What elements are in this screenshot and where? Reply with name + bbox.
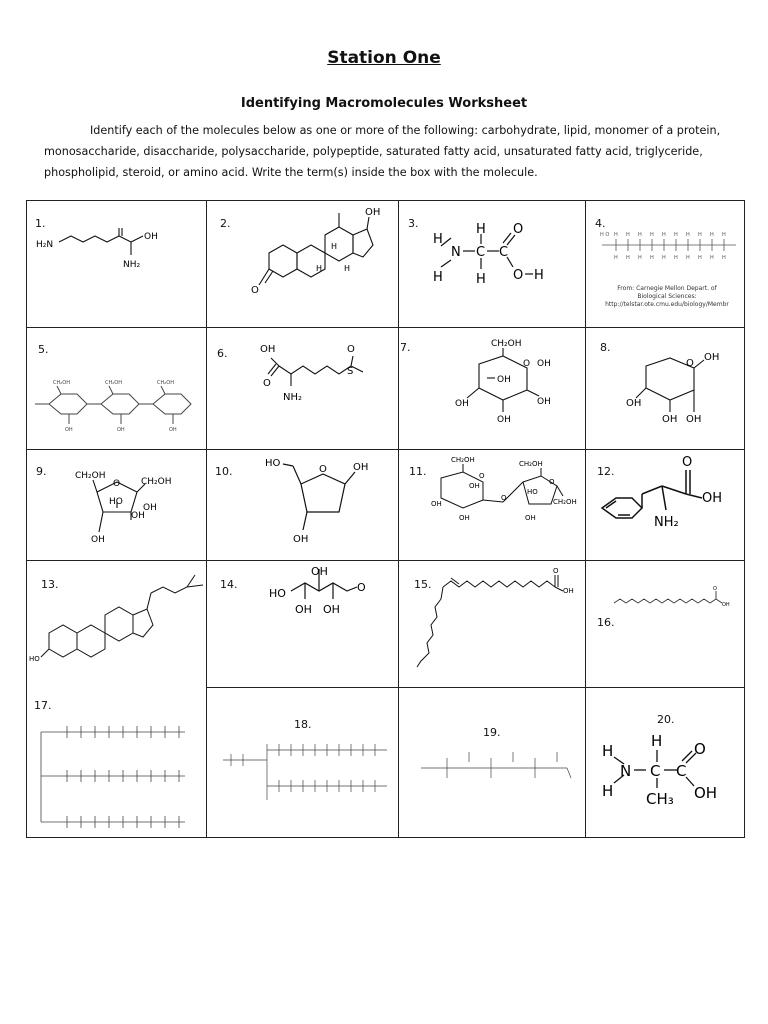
molecule-14-open-chain-sugar-structure [207, 561, 399, 688]
ring-oxygen-label: O [523, 359, 531, 369]
hydroxyl-label: OH [311, 565, 328, 578]
svg-text:H: H [686, 255, 690, 261]
hydroxyl-label: OH [626, 398, 642, 409]
svg-text:H: H [686, 232, 690, 238]
svg-text:H: H [662, 232, 666, 238]
box-number: 9. [36, 465, 47, 478]
molecule-5-polysaccharide-structure [27, 328, 207, 450]
box-number: 16. [597, 616, 615, 629]
hydroxyl-label: HO [527, 488, 538, 496]
box-number: 6. [217, 347, 228, 360]
box-number: 5. [38, 343, 49, 356]
svg-text:H: H [698, 255, 702, 261]
hydroxyl-label: OH [459, 514, 470, 522]
hydroxyl-label: OH [497, 375, 511, 385]
hydroxyl-label: OH [525, 514, 536, 522]
oxygen-label: O [513, 222, 524, 237]
svg-text:H: H [710, 255, 714, 261]
hydroxyl-label: OH [353, 462, 369, 473]
carbon-label: C [650, 762, 661, 780]
box-number: 14. [220, 578, 238, 591]
hydroxyl-label: OH [455, 399, 469, 409]
worksheet-instructions: Identify each of the molecules below as one or more of the following: carbohydrate, lipid, monomer of a protein, monosaccharide, disaccharide, polysaccharide, polypeptide, saturated fatty acid, unsaturated fatty acid, triglyceride, phospholipid, steroid, or amino acid. Write the term(s) inside the box with the molecule. [44, 124, 721, 179]
hydroxyl-label: OH [686, 414, 702, 425]
box-number: 1. [35, 217, 46, 230]
svg-text:H: H [662, 255, 666, 261]
svg-text:H: H [722, 232, 726, 238]
molecule-12-phenylalanine-structure [586, 450, 745, 561]
molecule-8-pentose-structure [586, 328, 745, 450]
svg-text:H: H [698, 232, 702, 238]
hydroxyl-label: HO [109, 497, 123, 507]
hydroxyl-label: OH [537, 359, 551, 369]
molecule-6-amino-acid-structure [207, 328, 399, 450]
hydroxyl-label: HO [269, 587, 286, 600]
hydrogen-label: H [651, 732, 663, 750]
molecule-3-glycine-structure [399, 201, 586, 328]
ring-oxygen-label: O [319, 464, 327, 475]
box-number: 4. [595, 217, 606, 230]
citation-line: http://telstar.ote.cmu.edu/biology/Membr [605, 301, 729, 308]
citation-line: From: Carnegie Mellon Depart. of [617, 285, 717, 292]
carbon-label: C [676, 762, 687, 780]
hydroxyl-label: OH [131, 511, 145, 521]
hydroxyl-label: OH [662, 414, 678, 425]
hydroxyl-label: OH [295, 603, 312, 616]
svg-text:H: H [638, 232, 642, 238]
ring-oxygen-label: O [686, 358, 694, 369]
box-number: 13. [41, 578, 59, 591]
box-number: 12. [597, 465, 615, 478]
hydrogen-label: H [433, 270, 443, 285]
aldehyde-oxygen-label: O [357, 581, 366, 594]
oxygen-label: O [347, 344, 355, 355]
ch2oh-label: CH₂OH [519, 460, 543, 468]
hydrogen-label: H [476, 222, 486, 237]
amine-label: NH₂ [283, 392, 303, 403]
worksheet-subtitle: Identifying Macromolecules Worksheet [240, 96, 528, 111]
molecule-10-deoxyribose-structure [207, 450, 399, 561]
hydrogen-label: H [331, 242, 338, 251]
svg-text:CH₂OH: CH₂OH [105, 380, 122, 386]
carbon-label: C [499, 245, 509, 260]
molecule-18-phospholipid-structure [207, 688, 399, 838]
methyl-label: CH₃ [646, 790, 674, 808]
box-number: 20. [657, 713, 675, 726]
svg-text:H: H [614, 232, 618, 238]
hydroxyl-label: OH [431, 500, 442, 508]
carbon-label: C [476, 245, 486, 260]
box-number: 18. [294, 718, 312, 731]
hydroxyl-label: OH [694, 784, 718, 802]
svg-text:H: H [674, 255, 678, 261]
box-number: 8. [600, 341, 611, 354]
amine-label: NH₂ [654, 515, 679, 530]
box-number: 10. [215, 465, 233, 478]
hydroxyl-label: OH [537, 397, 551, 407]
oxygen-label: O [513, 268, 524, 283]
hydroxyl-label: OH [143, 503, 157, 513]
hydroxyl-label: OH [702, 491, 723, 506]
svg-text:H: H [626, 255, 630, 261]
hydrogen-label: H [476, 272, 486, 287]
molecule-20-alanine-structure [586, 688, 745, 838]
amine-label: NH₂ [123, 260, 141, 270]
hydroxyl-label: HO [265, 458, 281, 469]
molecule-1-lysine-structure [27, 201, 207, 328]
worksheet-title: Station One [327, 48, 441, 68]
sulfur-label: S [347, 366, 354, 377]
molecule-4-fatty-acid-structure [586, 201, 745, 286]
hydroxyl-label: OH [323, 603, 340, 616]
svg-text:H: H [650, 255, 654, 261]
hydroxyl-label: OH [563, 587, 574, 595]
hydroxyl-label: OH [469, 482, 480, 490]
hydroxyl-label: OH [497, 415, 511, 425]
molecule-11-sucrose-structure [399, 450, 586, 561]
box-number: 19. [483, 726, 501, 739]
hydrogen-label: H [344, 264, 351, 273]
box-number: 3. [408, 217, 419, 230]
hydrogen-label: H [602, 742, 614, 760]
box-number: 11. [409, 465, 427, 478]
nitrogen-label: N [451, 245, 461, 260]
box-number: 2. [220, 217, 231, 230]
ch2oh-label: CH₂OH [451, 456, 475, 464]
svg-text:CH₂OH: CH₂OH [53, 380, 70, 386]
oxygen-label: O [682, 455, 693, 470]
ketone-oxygen-label: O [251, 285, 259, 296]
image-citation [592, 285, 742, 309]
svg-text:H: H [710, 232, 714, 238]
molecule-2-steroid-structure [207, 201, 399, 328]
hydrogen-label: H [316, 264, 323, 273]
oxygen-label: O [553, 567, 559, 575]
svg-text:OH: OH [169, 427, 177, 433]
box-number: 15. [414, 578, 432, 591]
box-number: 7. [400, 341, 411, 354]
ring-oxygen-label: O [549, 478, 555, 486]
svg-text:H: H [614, 255, 618, 261]
ch2oh-label: CH₂OH [141, 477, 172, 487]
nitrogen-label: N [620, 762, 632, 780]
hydrogen-label: H [534, 268, 544, 283]
svg-text:OH: OH [65, 427, 73, 433]
molecule-17-triglyceride-structure [27, 688, 207, 838]
hydroxyl-label: HO [29, 655, 40, 663]
oxygen-label: O [263, 378, 271, 389]
ch2oh-label: CH₂OH [553, 498, 577, 506]
hydroxyl-label: OH [722, 602, 730, 608]
hydroxyl-label: OH [260, 344, 276, 355]
svg-text:H: H [638, 255, 642, 261]
ring-oxygen-label: O [113, 479, 121, 489]
hydroxyl-label: OH [365, 207, 381, 218]
amine-label: H₂N [36, 240, 54, 250]
svg-text:H: H [674, 232, 678, 238]
molecule-16-saturated-fatty-acid-structure [586, 561, 745, 688]
ch2oh-label: CH₂OH [75, 471, 106, 481]
hydroxyl-label: OH [293, 534, 309, 545]
oxygen-label: O [713, 586, 717, 592]
svg-text:CH₂OH: CH₂OH [157, 380, 174, 386]
svg-text:H: H [650, 232, 654, 238]
molecule-grid [26, 200, 745, 838]
molecule-15-unsaturated-fatty-acid-structure [399, 561, 586, 688]
molecule-7-glucose-structure [399, 328, 586, 450]
citation-line: Biological Sciences: [637, 293, 697, 300]
molecule-9-fructose-structure [27, 450, 207, 561]
box-number: 17. [34, 699, 52, 712]
svg-text:H: H [626, 232, 630, 238]
hydroxyl-label: OH [91, 535, 105, 545]
molecule-13-cholesterol-structure [27, 561, 207, 688]
svg-text:H: H [722, 255, 726, 261]
ch2oh-label: CH₂OH [491, 339, 522, 349]
hydroxyl-label: OH [144, 232, 158, 242]
hydrogen-label: H [433, 232, 443, 247]
hydroxyl-label: OH [704, 352, 720, 363]
svg-text:OH: OH [117, 427, 125, 433]
hydrogen-label: H [602, 782, 614, 800]
oxygen-label: O [694, 740, 706, 758]
molecule-19-polypeptide-structure [399, 688, 586, 838]
bridge-oxygen-label: O [501, 494, 507, 502]
svg-text:H O: H O [600, 232, 610, 238]
ring-oxygen-label: O [479, 472, 485, 480]
